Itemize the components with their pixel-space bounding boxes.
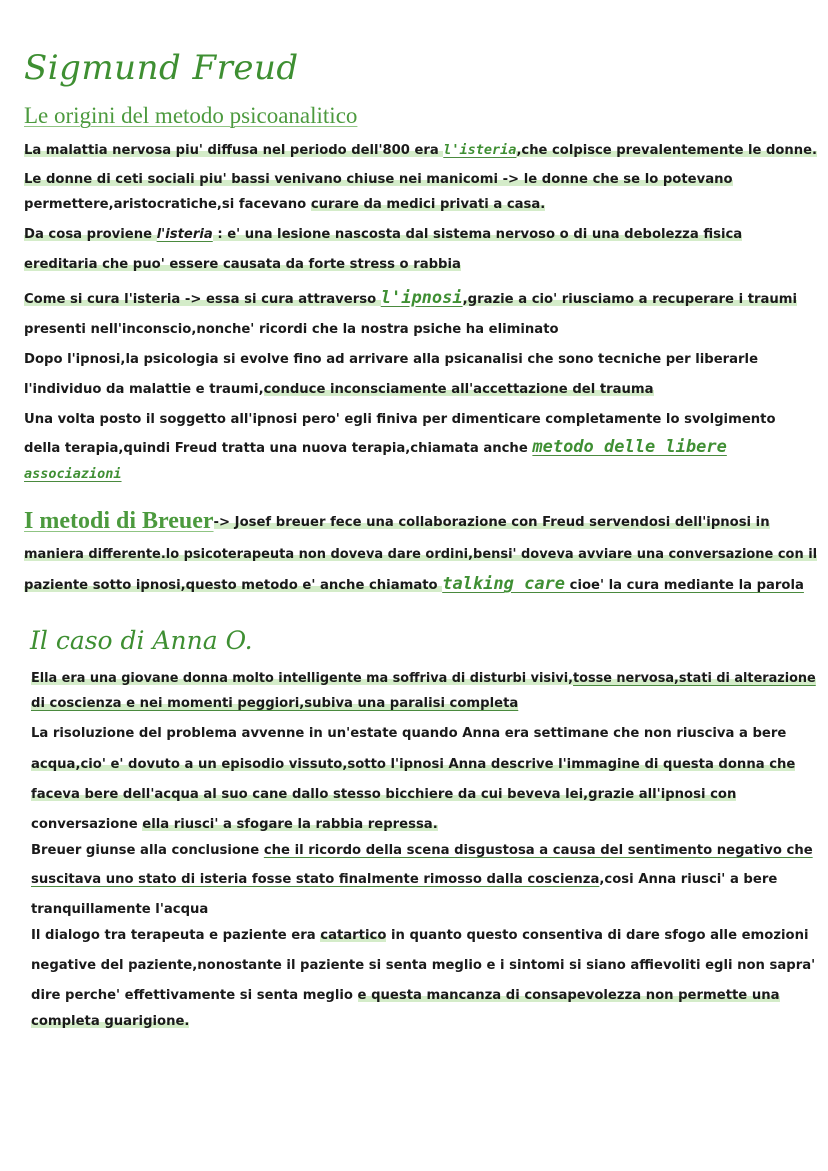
text-line: della terapia,quindi Freud tratta una nuova terapia,chiamata anche metodo delle libere xyxy=(24,437,727,457)
page-title: Sigmund Freud xyxy=(24,48,299,88)
text-line: Breuer giunse alla conclusione che il ricordo della scena disgustosa a causa del sentimento negativo che xyxy=(31,843,813,858)
text-line: faceva bere dell'acqua al suo cane dallo stesso bicchiere da cui beveva lei,grazie all'ipnosi con xyxy=(31,787,737,802)
text-line: l'individuo da malattie e traumi,conduce inconsciamente all'accettazione del trauma xyxy=(24,382,654,397)
text-line: ereditaria che puo' essere causata da forte stress o rabbia xyxy=(24,257,461,272)
text-line: presenti nell'inconscio,nonche' ricordi che la nostra psiche ha eliminato xyxy=(24,322,559,337)
text-line: paziente sotto ipnosi,questo metodo e' anche chiamato talking care cioe' la cura mediante la parola xyxy=(24,574,804,594)
text-line: negative del paziente,nonostante il paziente si senta meglio e i sintomi si siano affievoliti egli non sapra' xyxy=(31,958,816,973)
section-heading-origini: Le origini del metodo psicoanalitico xyxy=(24,103,358,128)
text-line: permettere,aristocratiche,si facevano curare da medici privati a casa. xyxy=(24,197,546,212)
text-line: conversazione ella riusci' a sfogare la rabbia repressa. xyxy=(31,817,438,832)
text-line: Una volta posto il soggetto all'ipnosi pero' egli finiva per dimenticare completamente lo svolgimento xyxy=(24,412,776,427)
text-line: Il dialogo tra terapeuta e paziente era catartico in quanto questo consentiva di dare sfogo alle emozioni xyxy=(31,928,809,943)
text-line: Da cosa proviene l'isteria : e' una lesione nascosta dal sistema nervoso o di una debolezza fisica xyxy=(24,227,743,242)
term-metodo-libere: metodo delle libere xyxy=(532,437,727,457)
text-line: Ella era una giovane donna molto intelligente ma soffriva di disturbi visivi,tosse nervosa,stati di alterazione xyxy=(31,671,816,686)
text-line: acqua,cio' e' dovuto a un episodio vissuto,sotto l'ipnosi Anna descrive l'immagine di questa donna che xyxy=(31,757,796,772)
text-line: Come si cura l'isteria -> essa si cura attraverso l'ipnosi,grazie a cio' riusciamo a recuperare i traumi xyxy=(24,288,798,308)
text-line: Le donne di ceti sociali piu' bassi venivano chiuse nei manicomi -> le donne che se lo potevano xyxy=(24,172,733,187)
text-line xyxy=(24,465,122,484)
text-line: tranquillamente l'acqua xyxy=(31,902,209,917)
term-talking-care: talking care xyxy=(442,574,566,594)
text-line: La risoluzione del problema avvenne in un'estate quando Anna era settimane che non riusciva a bere xyxy=(31,726,787,741)
term-isteria: l'isteria xyxy=(156,227,213,242)
text-line: di coscienza e nei momenti peggiori,subiva una paralisi completa xyxy=(31,696,519,711)
text-line: dire perche' effettivamente si senta meglio e questa mancanza di consapevolezza non permette una xyxy=(31,988,780,1003)
term-ipnosi: l'ipnosi xyxy=(380,288,463,308)
section-heading-anna: Il caso di Anna O. xyxy=(30,626,253,655)
text-line: completa guarigione. xyxy=(31,1014,190,1029)
text-line: Dopo l'ipnosi,la psicologia si evolve fino ad arrivare alla psicanalisi che sono tecniche per liberarle xyxy=(24,352,759,367)
text-line: I metodi di Breuer-> Josef breuer fece una collaborazione con Freud servendosi dell'ipnosi in xyxy=(24,508,770,534)
text-line: maniera differente.lo psicoterapeuta non doveva dare ordini,bensi' doveva avviare una conversazione con il xyxy=(24,547,818,562)
text-line: La malattia nervosa piu' diffusa nel periodo dell'800 era l'isteria,che colpisce prevalentemente le donne. xyxy=(24,142,817,158)
term-associazioni: associazioni xyxy=(24,466,122,482)
section-heading-breuer: I metodi di Breuer xyxy=(24,508,214,534)
term-isteria: l'isteria xyxy=(443,142,517,158)
text-line: suscitava uno stato di isteria fosse stato finalmente rimosso dalla coscienza,cosi Anna riusci' a bere xyxy=(31,872,778,887)
